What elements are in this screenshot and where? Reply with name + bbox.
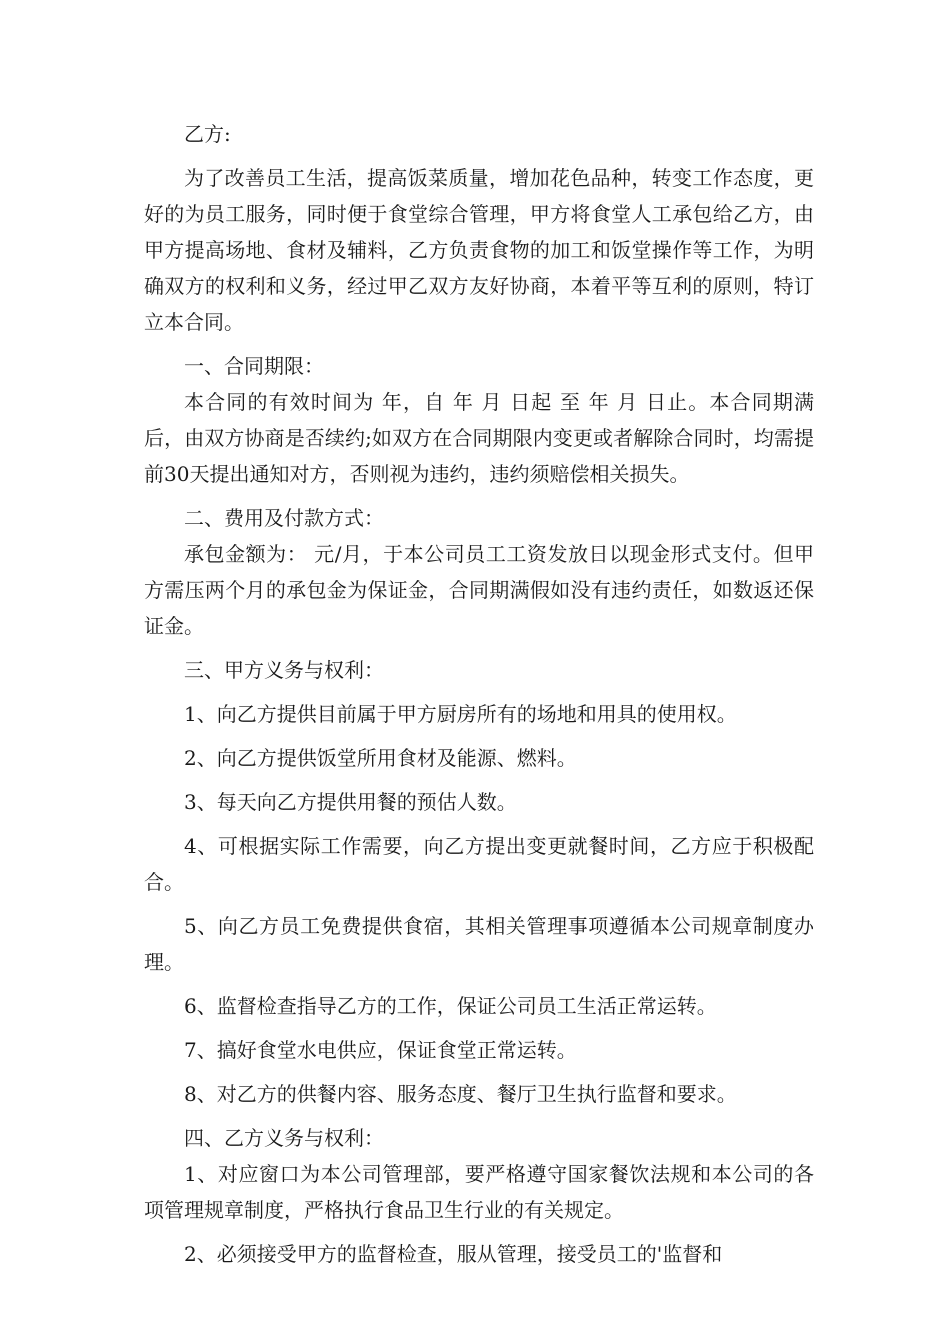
party-a-item: 8、对乙方的供餐内容、服务态度、餐厅卫生执行监督和要求。 bbox=[184, 1082, 737, 1106]
term-paragraph: 本合同的有效时间为 年，自 年 月 日起 至 年 月 日止。本合同期满后，由双方协商是否续约;如双方在合同期限内变更或者解除合同时，均需提前30天提出通知对方，否则视为违约，违约须赔偿相关损失。 bbox=[144, 390, 814, 486]
party-a-item: 7、搞好食堂水电供应，保证食堂正常运转。 bbox=[184, 1038, 577, 1062]
section-heading-party-a: 三、甲方义务与权利： bbox=[184, 658, 384, 682]
section-heading-fees: 二、费用及付款方式： bbox=[184, 506, 384, 530]
fees-paragraph: 承包金额为： 元/月，于本公司员工工资发放日以现金形式支付。但甲方需压两个月的承包金为保证金，合同期满假如没有违约责任，如数返还保证金。 bbox=[144, 542, 814, 638]
party-b-item: 2、必须接受甲方的监督检查，服从管理，接受员工的'监督和 bbox=[184, 1242, 723, 1266]
preamble-paragraph: 为了改善员工生活，提高饭菜质量，增加花色品种，转变工作态度，更好的为员工服务，同时便于食堂综合管理，甲方将食堂人工承包给乙方，由甲方提高场地、食材及辅料，乙方负责食物的加工和饭堂操作等工作，为明确双方的权利和义务，经过甲乙双方友好协商，本着平等互利的原则，特订立本合同。 bbox=[144, 166, 814, 334]
section-heading-term: 一、合同期限： bbox=[184, 354, 324, 378]
party-a-item: 6、监督检查指导乙方的工作，保证公司员工生活正常运转。 bbox=[184, 994, 717, 1018]
party-b-item: 1、对应窗口为本公司管理部，要严格遵守国家餐饮法规和本公司的各项管理规章制度，严格执行食品卫生行业的有关规定。 bbox=[144, 1162, 814, 1222]
party-a-item: 1、向乙方提供目前属于甲方厨房所有的场地和用具的使用权。 bbox=[184, 702, 737, 726]
party-a-item: 3、每天向乙方提供用餐的预估人数。 bbox=[184, 790, 517, 814]
document-body bbox=[144, 116, 814, 1272]
party-b-line: 乙方: bbox=[184, 122, 231, 146]
party-a-item: 4、可根据实际工作需要，向乙方提出变更就餐时间，乙方应于积极配合。 bbox=[144, 834, 814, 894]
party-a-item: 5、向乙方员工免费提供食宿，其相关管理事项遵循本公司规章制度办理。 bbox=[144, 914, 814, 974]
section-heading-party-b: 四、乙方义务与权利： bbox=[184, 1126, 384, 1150]
party-a-item: 2、向乙方提供饭堂所用食材及能源、燃料。 bbox=[184, 746, 577, 770]
